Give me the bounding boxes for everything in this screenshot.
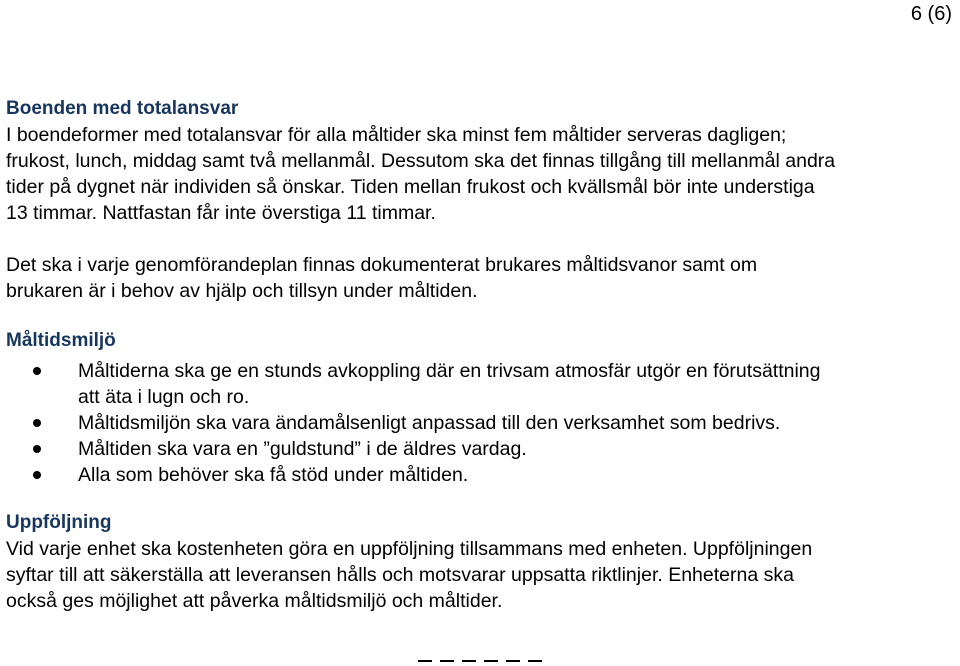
list-item: Måltiden ska vara en ”guldstund” i de äldres vardag. bbox=[6, 436, 946, 462]
section-maltidsmiljo bbox=[6, 328, 946, 488]
paragraph-line: 13 timmar. Nattfastan får inte överstiga 11 timmar. bbox=[6, 202, 436, 224]
paragraph-line: frukost, lunch, middag samt två mellanmål. Dessutom ska det finnas tillgång till mellanmål andra bbox=[6, 150, 836, 172]
divider-dash bbox=[440, 660, 454, 662]
bullet-list bbox=[6, 358, 946, 488]
list-item: Måltidsmiljön ska vara ändamålsenligt anpassad till den verksamhet som bedrivs. bbox=[6, 410, 946, 436]
paragraph-line: Det ska i varje genomförandeplan finnas dokumenterat brukares måltidsvanor samt om bbox=[6, 254, 758, 276]
end-divider bbox=[418, 660, 542, 662]
bullet-icon bbox=[33, 471, 41, 479]
paragraph-line: syftar till att säkerställa att leveransen hålls och motsvarar uppsatta riktlinjer. Enheterna ska bbox=[6, 564, 794, 586]
divider-dash bbox=[418, 660, 432, 662]
section-genomforandeplan bbox=[6, 252, 946, 304]
paragraph-line: tider på dygnet när individen så önskar. Tiden mellan frukost och kvällsmål bör inte understiga bbox=[6, 176, 815, 198]
divider-dash bbox=[484, 660, 498, 662]
list-item: Måltiderna ska ge en stunds avkoppling där en trivsam atmosfär utgör en förutsättning att äta i lugn och ro. bbox=[6, 358, 946, 410]
section-uppfoljning bbox=[6, 510, 946, 614]
bullet-icon bbox=[33, 445, 41, 453]
heading-uppfoljning: Uppföljning bbox=[6, 512, 112, 533]
bullet-icon bbox=[33, 367, 41, 375]
list-item: Alla som behöver ska få stöd under måltiden. bbox=[6, 462, 946, 488]
heading-boenden: Boenden med totalansvar bbox=[6, 98, 239, 119]
divider-dash bbox=[528, 660, 542, 662]
paragraph-line: I boendeformer med totalansvar för alla måltider ska minst fem måltider serveras dagligen; bbox=[6, 124, 787, 146]
paragraph-line: Vid varje enhet ska kostenheten göra en uppföljning tillsammans med enheten. Uppföljningen bbox=[6, 538, 813, 560]
section-boenden bbox=[6, 96, 946, 226]
divider-dash bbox=[462, 660, 476, 662]
heading-maltidsmiljo: Måltidsmiljö bbox=[6, 330, 116, 351]
page-number: 6 (6) bbox=[910, 3, 952, 25]
paragraph-line: också ges möjlighet att påverka måltidsmiljö och måltider. bbox=[6, 590, 503, 612]
bullet-icon bbox=[33, 419, 41, 427]
divider-dash bbox=[506, 660, 520, 662]
paragraph-line: brukaren är i behov av hjälp och tillsyn under måltiden. bbox=[6, 280, 478, 302]
